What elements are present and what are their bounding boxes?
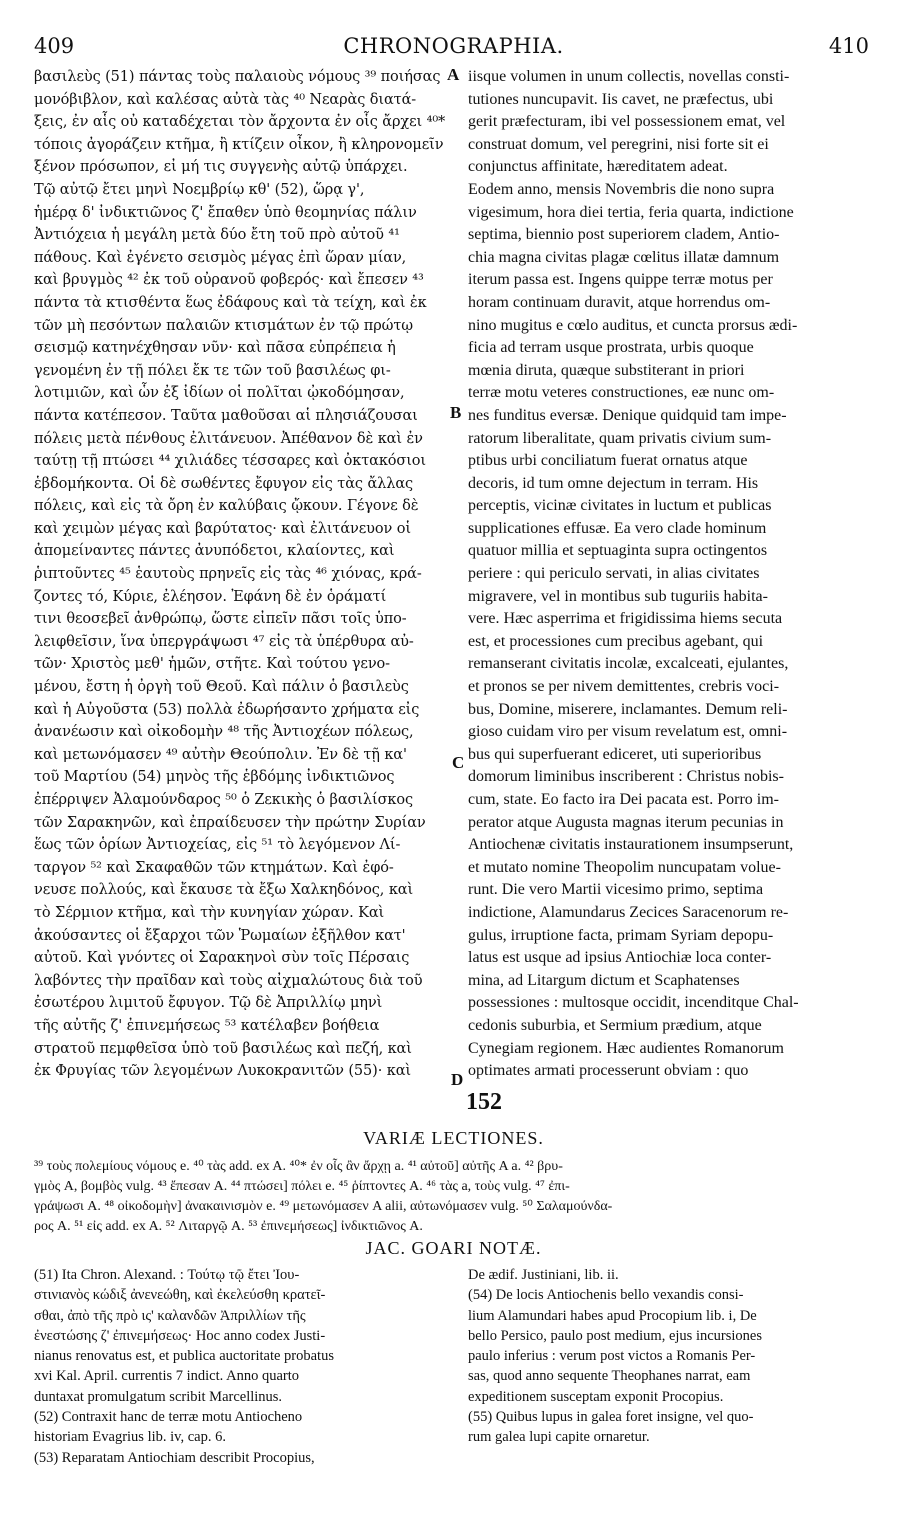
greek-text-line: λειφθεῖσιν, ἵνα ὑπεργράψωσι ⁴⁷ εἰς τὰ ὑπέρθυρα αὐ- [34, 633, 414, 650]
page-number-left: 409 [34, 34, 75, 58]
latin-text-line: Antiochenæ civitatis instaurationem insumpserunt, [468, 836, 794, 854]
greek-text-line: τόποις ἀγοράζειν κτῆμα, ἢ κτίζειν οἶκον, ἢ κληρονομεῖν [34, 136, 444, 153]
greek-text-line: μονόβιβλον, καὶ καλέσας αὐτὰ τὰς ⁴⁰ Νεαρὰς διατά- [34, 91, 417, 108]
greek-text-line: στρατοῦ πεμφθεῖσα ὑπὸ τοῦ βασιλέως καὶ πεζή, καὶ [34, 1040, 412, 1057]
notes-left-column [34, 1265, 454, 1468]
variant-reading-line: γμὸς A, βομβὸς vulg. ⁴³ ἔπεσαν A. ⁴⁴ πτώσει] πόλει e. ⁴⁵ ῥίπτοντες A. ⁴⁶ τὰς a, τοὺς vulg. ⁴⁷ ἐπι- [34, 1179, 570, 1194]
running-title: CHRONOGRAPHIA. [343, 34, 564, 58]
greek-text-line: τῆς αὐτῆς ζ' ἐπινεμήσεως ⁵³ κατέλαβεν βοήθεια [34, 1017, 380, 1034]
variae-lectiones-heading: VARIÆ LECTIONES. [363, 1128, 544, 1148]
greek-text-line: τῶν· Χριστὸς μεθ' ἡμῶν, στῆτε. Καὶ τούτου γενο- [34, 656, 390, 673]
greek-text-line: ξεις, ἐν αἷς οὐ καταδέχεται τὸν ἄρχοντα ἐν οἷς ἄρχει ⁴⁰* [34, 114, 446, 131]
latin-text-line: iterum passa est. Ingens quippe terræ motus per [468, 271, 773, 289]
greek-text-line: Ἀντιόχεια ἡ μεγάλη μετὰ δύο ἔτη τοῦ πρὸ αὐτοῦ ⁴¹ [34, 227, 400, 244]
note-line: (53) Reparatam Antiochiam describit Procopius, [34, 1449, 315, 1466]
greek-text-line: πάντα τὰ κτισθέντα ἕως ἐδάφους καὶ τὰ τείχη, καὶ ἐκ [34, 294, 427, 311]
latin-text-line: Eodem anno, mensis Novembris die nono supra [468, 180, 775, 198]
greek-text-line: ταργον ⁵² καὶ Σκαφαθῶν τῶν κτημάτων. Καὶ ἐφό- [34, 859, 394, 876]
greek-text-line: ἐκ Φρυγίας τῶν λεγομένων Λυκοκρανιτῶν (55)· καὶ [34, 1063, 411, 1080]
latin-text-line: construat domum, vel peregrini, nisi forte sit ei [468, 135, 769, 153]
latin-text-column [468, 66, 874, 1083]
latin-text-line: bus qui superfuerant ediceret, uti superioribus [468, 745, 762, 763]
latin-text-line: vigesimum, hora diei tertia, feria quarta, indictione [468, 203, 794, 221]
greek-text-line: ῥιπτοῦντες ⁴⁵ ἑαυτοὺς πρηνεῖς εἰς τὰς ⁴⁶ χιόνας, κρά- [34, 566, 422, 583]
note-line: xvi Kal. April. currentis 7 indict. Anno quarto [34, 1368, 299, 1385]
greek-text-line: ξένον πρόσωπον, εἰ μή τις συγγενὴς αὐτῷ ὑπάρχει. [34, 159, 408, 176]
margin-marker-c: C [452, 753, 465, 772]
greek-text-line: βασιλεὺς (51) πάντας τοὺς παλαιοὺς νόμους ³⁹ ποιήσας [34, 69, 441, 85]
latin-text-line: horam continuam duravit, atque horrendus om- [468, 293, 771, 311]
goari-notae-heading: JAC. GOARI NOTÆ. [365, 1238, 542, 1258]
latin-text-line: et pronos se per nivem demittentes, crebris voci- [468, 678, 780, 696]
latin-text-line: perceptis, vicinæ civitates in luctum et publicas [468, 497, 772, 515]
greek-text-line: ἕως τῶν ὁρίων Ἀντιοχείας, εἰς ⁵¹ τὸ λεγόμενον Λί- [34, 837, 401, 854]
greek-text-line: λοτιμιῶν, καὶ ὧν ἐξ ἰδίων οἱ πολῖται ᾠκοδόμησαν, [34, 385, 405, 402]
note-line: bello Persico, paulo post medium, ejus incursiones [468, 1327, 762, 1344]
note-line: (54) De locis Antiochenis bello vexandis consi- [468, 1287, 744, 1304]
margin-marker-d: D [451, 1070, 464, 1089]
page-number-right: 410 [828, 34, 869, 58]
note-line: expeditionem susceptam exponit Procopius. [468, 1388, 724, 1405]
latin-text-line: domorum liminibus inscriberent : Christus nobis- [468, 768, 784, 786]
greek-text-column [34, 66, 454, 1083]
greek-text-line: ταύτῃ τῇ πτώσει ⁴⁴ χιλιάδες τέσσαρες καὶ ὀκτακόσιοι [34, 453, 427, 470]
latin-text-line: terræ motu veteres constructiones, eæ nunc om- [468, 384, 775, 402]
latin-text-line: periere : qui periculo servati, in alias civitates [468, 565, 760, 583]
latin-text-line: perator atque Augusta magnas iterum pecunias in [468, 813, 784, 831]
latin-text-line: chia magna civitas plagæ cœlitus illatæ damnum [468, 248, 780, 266]
greek-text-line: ἀνανέωσιν καὶ οἰκοδομὴν ⁴⁸ τῆς Ἀντιοχέων πόλεως, [34, 724, 414, 741]
latin-text-line: cedonis suburbia, et Sermium prædium, atque [468, 1016, 762, 1034]
notes-right-column [468, 1265, 878, 1448]
latin-text-line: bus, Domine, miserere, inclamantes. Demum reli- [468, 700, 788, 718]
margin-marker-b: B [450, 403, 462, 422]
latin-text-line: runt. Die vero Martii vicesimo primo, septima [468, 881, 764, 899]
greek-text-line: σεισμῷ κατηνέχθησαν νῦν· καὶ πᾶσα εὐπρέπεια ἡ [34, 340, 396, 357]
latin-text-line: indictione, Alamundarus Zecices Saracenorum re- [468, 903, 789, 921]
latin-text-line: ptibus urbi conciliatum fuerat ornatus atque [468, 452, 748, 470]
latin-text-line: est, et processiones cum precibus agebant, qui [468, 632, 764, 650]
greek-text-line: ἀπομείναντες πάντες ἀνυπόδετοι, κλαίοντες, καὶ [34, 543, 395, 560]
greek-text-line: ἀκούσαντες οἱ ἔξαρχοι τῶν Ῥωμαίων ἐξῆλθον κατ' [34, 927, 406, 944]
margin-marker-a: A [447, 65, 460, 84]
latin-text-line: quatuor millia et septuaginta supra octingentos [468, 542, 768, 560]
greek-text-line: ἐσωτέρου λιμιτοῦ ἔφυγον. Τῷ δὲ Ἀπριλλίῳ μηνὶ [34, 995, 383, 1012]
latin-text-line: gulus, irruptione facta, primam Syriam depopu- [468, 926, 774, 944]
greek-text-line: ἡμέρᾳ δ' ἰνδικτιῶνος ζ' ἔπαθεν ὑπὸ θεομηνίας πάλιν [34, 204, 417, 221]
latin-text-line: decoris, id tum omne dejectum in terram. His [468, 474, 759, 492]
latin-text-line: et mutato nomine Theopolim nuncupatam volue- [468, 858, 781, 876]
greek-text-line: τῶν Σαρακηνῶν, καὶ ἐπραίδευσεν τὴν πρώτην Συρίαν [34, 814, 426, 831]
running-header [0, 34, 907, 62]
latin-text-line: nino mugitus e cœlo auditus, et cuncta prorsus ædi- [468, 316, 798, 334]
latin-text-line: remanserant civitatis incolæ, excalceati, ejulantes, [468, 655, 789, 673]
greek-text-line: καὶ βρυγμὸς ⁴² ἐκ τοῦ οὐρανοῦ φοβερός· καὶ ἔπεσεν ⁴³ [34, 272, 424, 289]
latin-text-line: conjunctus affinitate, hæreditatem adeat. [468, 158, 728, 176]
latin-text-line: mœnia diruta, quæque substiterant in priori [468, 361, 745, 379]
greek-text-line: ζοντες τό, Κύριε, ἐλέησον. Ἐφάνη δὲ ἐν ὁράματί [34, 588, 387, 605]
latin-text-line: possessiones : multosque occidit, incenditque Chal- [468, 994, 799, 1012]
latin-text-line: vere. Hæc asperrima et frigidissima hiems secuta [468, 610, 783, 628]
greek-text-line: μένου, ἔστη ἡ ὀργὴ τοῦ Θεοῦ. Καὶ πάλιν ὁ βασιλεὺς [34, 679, 409, 696]
note-line: paulo inferius : verum post victos a Romanis Per- [468, 1348, 756, 1365]
latin-text-line: iisque volumen in unum collectis, novellas consti- [468, 68, 790, 85]
greek-text-line: ἐπέρριψεν Ἀλαμούνδαρος ⁵⁰ ὁ Ζεκικὴς ὁ βασιλίσκος [34, 792, 413, 808]
latin-text-line: gioso cuidam viro per visum revelatum est, omni- [468, 723, 788, 741]
greek-text-line: τινι θεοσεβεῖ ἀνθρώπῳ, ὥστε εἰπεῖν πᾶσι τοῖς ὑπο- [34, 611, 407, 628]
latin-text-line: supplicationes effusæ. Ea vero clade hominum [468, 519, 767, 537]
greek-text-line: νευσε πολλούς, καὶ ἔκαυσε τὰ ἔξω Χαλκηδόνος, καὶ [34, 882, 414, 899]
variae-lectiones-block [34, 1157, 879, 1237]
greek-text-line: τοῦ Μαρτίου (54) μηνὸς τῆς ἑβδόμης ἰνδικτιῶνος [34, 769, 395, 786]
greek-text-line: καὶ ἡ Αὐγοῦστα (53) πολλὰ ἐδωρήσαντο χρήματα εἰς [34, 701, 420, 718]
greek-text-line: ἑβδομήκοντα. Οἱ δὲ σωθέντες ἔφυγον εἰς τὰς ἄλλας [34, 475, 414, 492]
latin-text-line: ficia ad terram usque prostrata, urbis quoque [468, 339, 754, 357]
migne-column-number: 152 [466, 1089, 502, 1115]
greek-text-line: τὸ Σέρμιον κτῆμα, καὶ τὴν κυνηγίαν χώραν. Καὶ [34, 904, 385, 921]
greek-text-line: πόλεις, καὶ εἰς τὰ ὄρη ἐν καλύβαις ᾤκουν. Γέγονε δὲ [34, 498, 419, 515]
note-line: lium Alamundari habes apud Procopium lib. i, De [468, 1307, 757, 1324]
note-line: rum galea lupi capite ornaretur. [468, 1429, 650, 1446]
note-line: στινιανὸς κώδιξ ἀνενεώθη, καὶ ἐκελεύσθη κρατεῖ- [34, 1287, 326, 1304]
greek-text-line: λαβόντες τὴν πραῖδαν καὶ τοὺς αἰχμαλώτους διὰ τοῦ [34, 972, 423, 989]
note-line: De ædif. Justiniani, lib. ii. [468, 1267, 619, 1283]
variant-reading-line: ρος A. ⁵¹ εἰς add. ex A. ⁵² Λιταργῷ A. ⁵³ ἐπινεμήσεως] ἰνδικτιῶνος A. [34, 1219, 423, 1234]
note-line: (55) Quibus lupus in galea foret insigne, vel quo- [468, 1409, 754, 1426]
latin-text-line: migravere, vel in montibus sub tuguriis habita- [468, 587, 768, 605]
latin-text-line: gerit præfecturam, ibi vel possessionem emat, vel [468, 113, 786, 131]
latin-text-line: Cynegiam regionem. Hæc audientes Romanorum [468, 1039, 784, 1057]
latin-text-line: ratorum liberalitate, quam privatis civium sum- [468, 429, 772, 447]
note-line: nianus renovatus est, et publica auctoritate probatus [34, 1348, 334, 1365]
greek-text-line: Τῷ αὐτῷ ἔτει μηνὶ Νοεμβρίῳ κθ' (52), ὥρᾳ γ', [34, 181, 365, 198]
note-line: (52) Contraxit hanc de terræ motu Antiocheno [34, 1409, 303, 1426]
greek-text-line: αὐτοῦ. Καὶ γνόντες οἱ Σαρακηνοὶ σὺν τοῖς Πέρσαις [34, 950, 410, 967]
greek-text-line: πάντα κατέπεσον. Ταῦτα μαθοῦσαι αἱ πλησιάζουσαι [34, 407, 418, 424]
greek-text-line: καὶ μετωνόμασεν ⁴⁹ αὐτὴν Θεούπολιν. Ἐν δὲ τῇ κα' [34, 746, 407, 763]
latin-text-line: septima, biennio post superiorem cladem, Antio- [468, 226, 780, 244]
note-line: ἐνεστώσης ζ' ἐπινεμήσεως· Hoc anno codex Justi- [34, 1327, 326, 1344]
variant-reading-line: ³⁹ τοὺς πολεμίους νόμους e. ⁴⁰ τὰς add. ex A. ⁴⁰* ἐν οἷς ἂν ἄρχῃ a. ⁴¹ αὐτοῦ] αὐτῆς A a. ⁴² βρυ- [34, 1159, 563, 1174]
note-line: historiam Evagrius lib. iv, cap. 6. [34, 1429, 226, 1446]
note-line: σθαι, ἀπὸ τῆς πρὸ ις' καλανδῶν Ἀπριλλίων τῆς [34, 1307, 306, 1324]
latin-text-line: latus est usque ad ipsius Antiochiæ loca conter- [468, 949, 772, 967]
latin-text-line: optimates armati processerunt obviam : quo [468, 1062, 749, 1080]
note-line: duntaxat promulgatum scribit Marcellinus. [34, 1388, 283, 1405]
note-line: (51) Ita Chron. Alexand. : Τούτῳ τῷ ἔτει Ἰου- [34, 1267, 300, 1283]
latin-text-line: tutiones nuncupavit. Iis cavet, ne præfectus, ubi [468, 90, 774, 108]
greek-text-line: πόλεις μετὰ πένθους ἐλιτάνευον. Ἀπέθανον δὲ καὶ ἐν [34, 430, 423, 447]
greek-text-line: καὶ χειμὼν μέγας καὶ βαρύτατος· καὶ ἐλιτάνευον οἱ [34, 520, 411, 537]
latin-text-line: nes funditus eversæ. Denique quidquid tam impe- [468, 406, 787, 424]
variant-reading-line: γράψωσι A. ⁴⁸ οἰκοδομὴν] ἀνακαινισμὸν e. ⁴⁹ μετωνόμασεν A alii, αὐτωνόμασεν vulg. ⁵⁰ Σαλαμούνδα- [34, 1199, 613, 1214]
greek-text-line: γενομένη ἐν τῇ πόλει ἔκ τε τῶν τοῦ βασιλέως φι- [34, 362, 391, 379]
greek-text-line: πάθους. Καὶ ἐγένετο σεισμὸς μέγας ἐπὶ ὥραν μίαν, [34, 249, 407, 266]
latin-text-line: mina, ad Litargum dictum et Scaphatenses [468, 971, 740, 989]
note-line: sas, quod anno sequente Theophanes narrat, eam [468, 1368, 751, 1385]
greek-text-line: τῶν μὴ πεσόντων παλαιῶν κτισμάτων ἐν τῷ πρώτῳ [34, 317, 414, 334]
latin-text-line: cum, state. Eo facto ira Dei pacata est. Porro im- [468, 791, 779, 808]
